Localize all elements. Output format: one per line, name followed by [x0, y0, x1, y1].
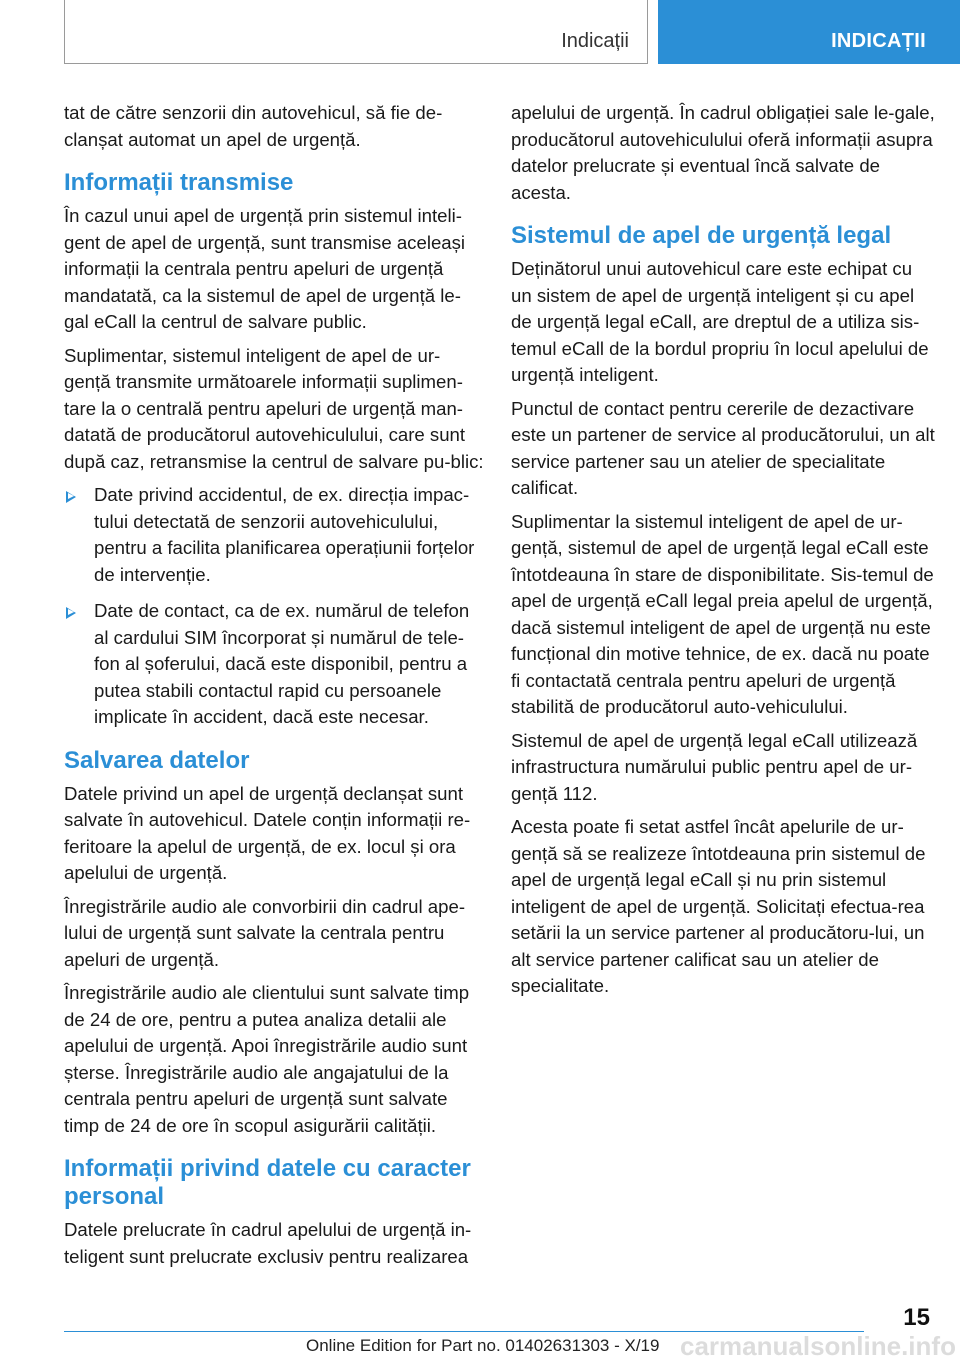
list-item: [64, 482, 484, 588]
watermark: carmanualsonline.info: [680, 1331, 956, 1361]
paragraph: Înregistrările audio ale convorbirii din cadrul ape-lului de urgență sunt salvate la centrala pentru apeluri de urgență.: [64, 895, 466, 970]
paragraph: Suplimentar, sistemul inteligent de apel de ur-gență transmite următoarele informații suplimen-tare la o centrală pentru apeluri de urgență man-datată de producătorul autovehiculului, care sunt după caz, retransmise la centrul de salvare pu-blic:: [64, 344, 484, 472]
edition-text: Online Edition for Part no. 01402631303 - X/19: [306, 1336, 660, 1355]
section-title: Indicații: [561, 30, 629, 52]
paragraph: Datele privind un apel de urgență declanșat sunt salvate în autovehicul. Datele conțin informații re-feritoare la apelul de urgență, de ex. locul și ora apelului de urgență.: [64, 782, 471, 883]
paragraph: Punctul de contact pentru cererile de dezactivare este un partener de service al producătorului, un alt service partener sau un atelier de specialitate calificat.: [511, 397, 935, 498]
list-item-text: Date privind accidentul, de ex. direcția impac-tului detectată de senzorii autovehiculului, pentru a facilita planificarea operațiunii forțelor de intervenție.: [94, 484, 475, 585]
header-frame: [64, 0, 648, 64]
page-number: 15: [903, 1304, 930, 1331]
paragraph: Înregistrările audio ale clientului sunt salvate timp de 24 de ore, pentru a putea analiza detalii ale apelului de urgență. Apoi înregistrările audio sunt șterse. Înregistrările audio ale angajatului de la centrala pentru apeluri de urgență sunt salvate timp de 24 de ore în scopul asigurării calității.: [64, 982, 470, 1136]
paragraph: Datele prelucrate în cadrul apelului de urgență in-teligent sunt prelucrate exclusiv pentru realizarea: [64, 1219, 472, 1267]
chapter-tab[interactable]: [658, 0, 960, 64]
left-column: [64, 100, 484, 1277]
paragraph: În cazul unui apel de urgență prin sistemul inteli-gent de apel de urgență, sunt transmise aceleași informații la centrala pentru apeluri de urgență mandatată, ca la sistemul de apel de urgență le-gal eCall la centrul de salvare public.: [64, 205, 466, 332]
paragraph: apelului de urgență. În cadrul obligației sale le-gale, producătorul autovehiculului oferă informații asupra datelor prelucrate și eventual încă salvate de acesta.: [511, 102, 935, 203]
bullet-list: [64, 482, 484, 731]
list-item: [64, 598, 484, 731]
paragraph: Acesta poate fi setat astfel încât apelurile de ur-gență să se realizeze întotdeauna prin sistemul de apel de urgență legal eCall și nu prin sistemul inteligent de apel de urgență. Solicitați efectua-rea setării la un service partener al producătoru-lui, un alt service partener calificat sau un atelier de specialitate.: [511, 816, 926, 996]
paragraph: Suplimentar la sistemul inteligent de apel de ur-gență, sistemul de apel de urgență legal eCall este întotdeauna în stare de disponibilitate. Sis-temul de apel de urgență eCall legal preia apelul de urgență, dacă sistemul inteligent de apel de urgență nu este funcțional din motive tehnice, de ex. dacă nu poate fi contactată centrala pentru apeluri de urgență stabilită de producătorul auto-vehiculului.: [511, 510, 934, 717]
heading-sistemul-apel-urgenta-legal: Sistemul de apel de urgență legal: [511, 222, 892, 249]
triangle-bullet-icon: [66, 607, 76, 619]
chapter-tab-label: INDICAȚII: [831, 30, 926, 52]
list-item-text: Date de contact, ca de ex. numărul de telefon al cardului SIM încorporat și numărul de tele-fon al șoferului, dacă este disponibil, pentru a putea stabili contactul rapid cu persoanele implicate în accident, dacă este necesar.: [94, 600, 470, 727]
right-column: [511, 100, 935, 1007]
heading-salvarea-datelor: Salvarea datelor: [64, 746, 250, 774]
paragraph: tat de către senzorii din autovehicul, să fie de-clanșat automat un apel de urgență.: [64, 102, 443, 150]
heading-date-caracter-personal: Informații privind datele cu caracter personal: [64, 1155, 471, 1210]
paragraph: Sistemul de apel de urgență legal eCall utilizează infrastructura numărului public pentru apel de ur-gență 112.: [511, 729, 918, 804]
triangle-bullet-icon: [66, 491, 76, 503]
heading-informatii-transmise: Informații transmise: [64, 169, 294, 196]
paragraph: Deținătorul unui autovehicul care este echipat cu un sistem de apel de urgență inteligent și cu apel de urgență legal eCall, are dreptul de a utiliza sis-temul eCall de la bordul propriu în locul apelului de urgență inteligent.: [511, 258, 929, 385]
